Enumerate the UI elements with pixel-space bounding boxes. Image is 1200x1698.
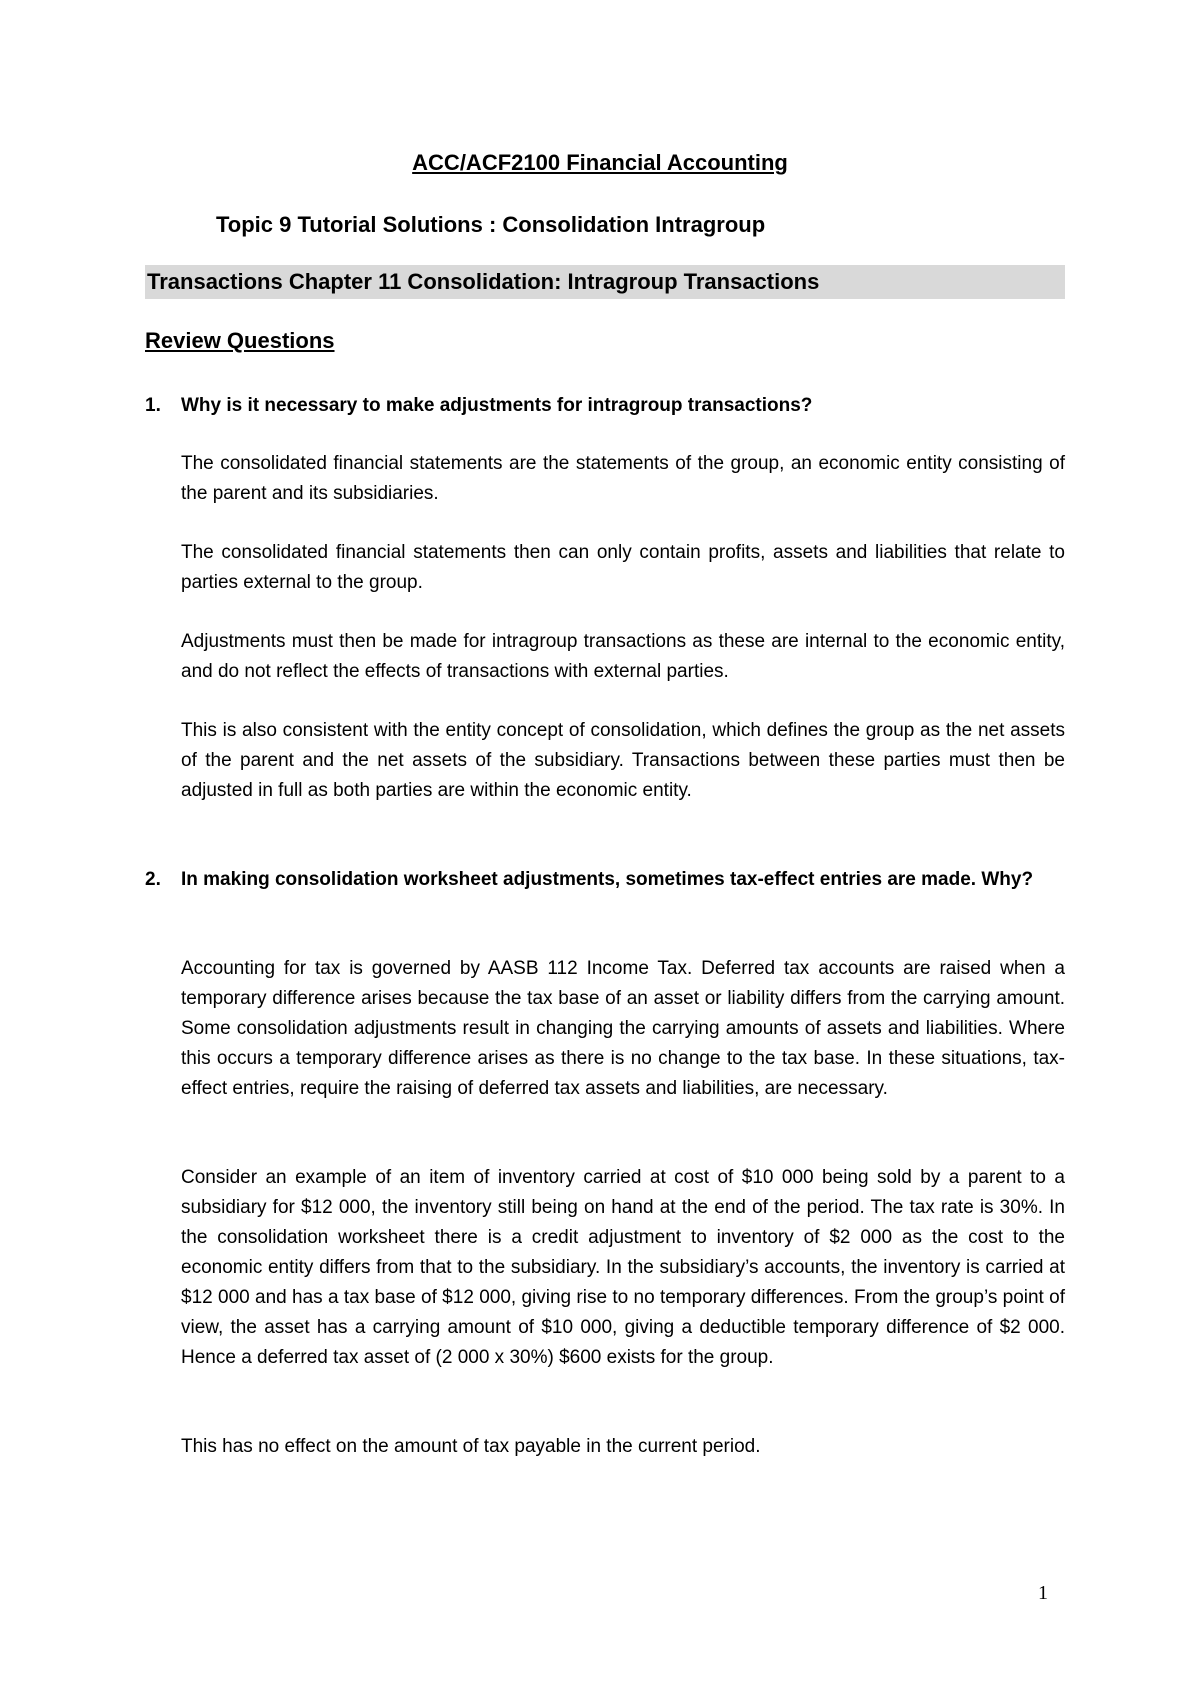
question-text: Why is it necessary to make adjustments for intragroup transactions? (181, 395, 813, 416)
answer-paragraph: This has no effect on the amount of tax payable in the current period. (181, 1436, 761, 1457)
chapter-heading: Transactions Chapter 11 Consolidation: Intragroup Transactions (145, 265, 1065, 299)
answer-paragraph: Consider an example of an item of inventory carried at cost of $10 000 being sold by a parent to a subsidiary for $12 000, the inventory still being on hand at the end of the period. The tax rate is 30%. In the consolidation worksheet there is a credit adjustment to inventory of $2 000 as the cost to the economic entity differs from that to the subsidiary. In the subsidiary’s accounts, the inventory is carried at $12 000 and has a tax base of $12 000, giving rise to no temporary differences. From the group’s point of view, the asset has a carrying amount of $10 000, giving a deductible temporary difference of $2 000. Hence a deferred tax asset of (2 000 x 30%) $600 exists for the group. (181, 1167, 1065, 1368)
answer-paragraph: Adjustments must then be made for intragroup transactions as these are internal to the economic entity, and do not reflect the effects of transactions with external parties. (181, 631, 1065, 682)
document-title: ACC/ACF2100 Financial Accounting (412, 150, 788, 175)
answer-paragraph: Accounting for tax is governed by AASB 112 Income Tax. Deferred tax accounts are raised when a temporary difference arises because the tax base of an asset or liability differs from the carrying amount. Some consolidation adjustments result in changing the carrying amounts of assets and liabilities. Where this occurs a temporary difference arises as there is no change to the tax base. In these situations, tax-effect entries, require the raising of deferred tax assets and liabilities, are necessary. (181, 958, 1065, 1099)
page-number: 1 (1038, 1582, 1048, 1604)
section-heading: Review Questions (145, 328, 335, 353)
question-text: In making consolidation worksheet adjustments, sometimes tax-effect entries are made. Why? (181, 869, 1034, 890)
answer-paragraph: The consolidated financial statements are the statements of the group, an economic entity consisting of the parent and its subsidiaries. (181, 453, 1065, 504)
answer-paragraph: This is also consistent with the entity concept of consolidation, which defines the group as the net assets of the parent and the net assets of the subsidiary. Transactions between these parties must then be adjusted in full as both parties are within the economic entity. (181, 720, 1065, 801)
question-number: 2. (145, 869, 161, 890)
document-subtitle: Topic 9 Tutorial Solutions : Consolidation Intragroup (216, 212, 766, 237)
question-2 (145, 865, 1065, 895)
question-1 (145, 391, 1065, 421)
question-number: 1. (145, 395, 161, 416)
answer-paragraph: The consolidated financial statements then can only contain profits, assets and liabilities that relate to parties external to the group. (181, 542, 1065, 593)
